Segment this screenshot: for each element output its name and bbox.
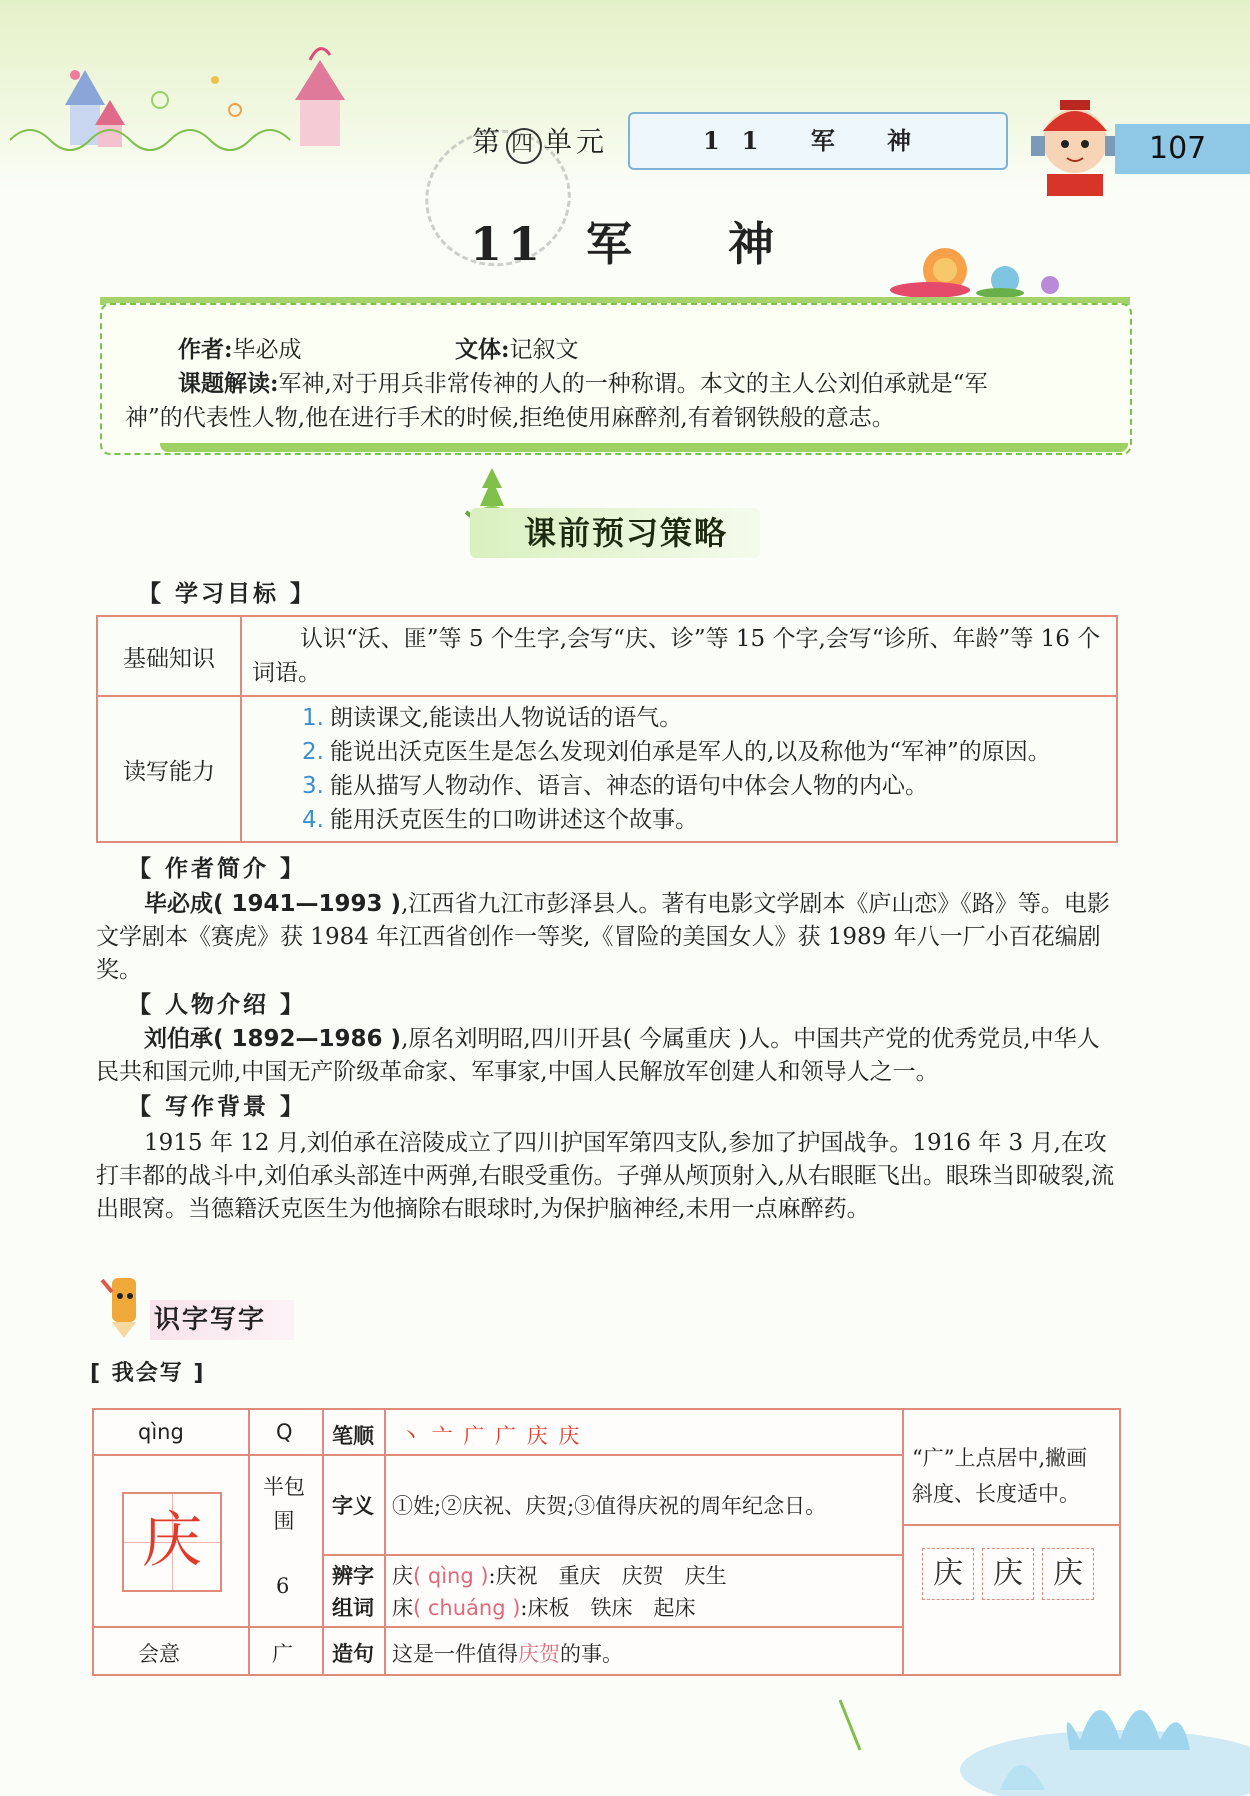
character-bio: ,原名刘明昭,四川开县( 今属重庆 )人。中国共产党的优秀党员,中华人民共和国元帅,中国无产阶级革命家、军事家,中国人民解放军创建人和领导人之一。: [96, 1026, 1100, 1085]
divider: [248, 1410, 250, 1674]
interpretation-text-1: 军神,对于用兵非常传神的人的一种称谓。本文的主人公刘伯承就是“军: [278, 371, 988, 397]
compose-label: 组词: [332, 1596, 374, 1620]
literacy-heading: 识字写字: [150, 1300, 294, 1340]
interpretation-label: 课题解读:: [178, 370, 279, 397]
sentence-highlight: 庆贺: [518, 1642, 560, 1666]
bio-text: ,江西省九江市彭泽县人。著有电影文学剧本《庐山恋》《路》等。电影文学剧本《赛虎》获 1984 年江西省创作一等奖,《冒险的美国女人》获 1989 年八一厂小百花编剧奖。: [96, 891, 1110, 983]
unit-label: [472, 120, 608, 164]
stroke-order-label: 笔顺: [332, 1424, 374, 1448]
goals-heading: 【 学习目标 】: [138, 581, 317, 607]
goals-content: 认识“沃、匪”等 5 个生字,会写“庆、诊”等 15 个字,会写“诊所、年龄”等 16 个词语。: [241, 616, 1117, 696]
interpretation-line-1: [178, 367, 988, 401]
writing-tip: “广”上点居中,撇画斜度、长度适中。: [912, 1446, 1088, 1506]
goal-text: 能从描写人物动作、语言、神态的语句中体会人物的内心。: [329, 773, 928, 799]
soldier-avatar-icon: [1025, 86, 1125, 196]
radical: 广: [272, 1642, 293, 1666]
distinguish-pinyin: ( chuáng ): [413, 1596, 521, 1620]
structure: 半包围: [263, 1475, 305, 1533]
practice-char: 庆: [922, 1548, 974, 1600]
distinguish-pinyin: ( qìng ): [413, 1564, 489, 1588]
goal-number: 2.: [302, 739, 324, 765]
goal-number: 4.: [302, 807, 324, 833]
bio-name: 毕必成: [144, 890, 213, 917]
practice-char: 庆: [1042, 1548, 1094, 1600]
running-title: 11 军 神: [628, 112, 1008, 170]
distinguish-line-1: [392, 1560, 727, 1590]
meaning-label: 字义: [332, 1494, 374, 1518]
goal-item: [302, 701, 1106, 735]
houses-decoration: [10, 40, 380, 190]
author-name: 毕必成: [232, 337, 302, 363]
initial-letter: Q: [276, 1420, 293, 1444]
goal-item: [302, 769, 1106, 803]
genre-line: [455, 333, 579, 367]
goal-text: 能用沃克医生的口吻讲述这个故事。: [329, 807, 698, 833]
formation: 会意: [138, 1642, 180, 1666]
goal-item: [302, 735, 1106, 769]
lesson-number: 11: [470, 217, 547, 271]
goals-row-reading: [97, 696, 1117, 842]
genre-value: 记叙文: [509, 337, 579, 363]
distinguish-words: :庆祝 重庆 庆贺 庆生: [488, 1564, 727, 1588]
author-bio-text: [96, 887, 1118, 987]
goals-list: [241, 696, 1117, 842]
lesson-title-char-2: 神: [728, 217, 781, 271]
distinguish-label: 辨字: [332, 1564, 374, 1588]
author-label: 作者:: [178, 336, 233, 363]
goal-item: [302, 803, 1106, 837]
lotus-decoration: [700, 1620, 1250, 1796]
divider: [902, 1524, 1119, 1526]
divider: [322, 1554, 902, 1556]
interpretation-line-2: 神”的代表性人物,他在进行手术的时候,拒绝使用麻醉剂,有着钢铁般的意志。: [125, 405, 895, 431]
distinguish-line-2: [392, 1592, 696, 1622]
goals-label: 读写能力: [97, 696, 241, 842]
goals-row-basic: [97, 616, 1117, 696]
write-label: [ 我会写 ]: [90, 1361, 206, 1386]
unit-prefix: 第: [472, 125, 505, 158]
sentence-label: 造句: [332, 1642, 374, 1666]
page-number: 107: [1115, 124, 1250, 174]
stroke-count: 6: [276, 1574, 290, 1598]
background-text: 1915 年 12 月,刘伯承在涪陵成立了四川护国军第四支队,参加了护国战争。1916 年 3 月,在攻打丰都的战斗中,刘伯承头部连中两弹,右眼受重伤。子弹从颅顶射入,从右眼眶飞出。眼珠当即破裂,流出眼窝。当德籍沃克医生为他摘除右眼球时,为保护脑神经,未用一点麻醉药。: [96, 1130, 1115, 1222]
character-text: [96, 1022, 1118, 1089]
bio-years: ( 1941—1993 ): [213, 891, 402, 917]
goals-label: 基础知识: [97, 616, 241, 696]
goal-text: 朗读课文,能读出人物说话的语气。: [329, 705, 683, 731]
unit-number: 四: [506, 128, 542, 164]
character-name: 刘伯承: [144, 1025, 213, 1052]
divider: [94, 1454, 902, 1456]
example-sentence: [392, 1638, 623, 1668]
preview-heading: 课前预习策略: [470, 508, 760, 558]
lesson-title: [470, 208, 780, 274]
stroke-order: 丶 亠 广 广 庆 庆: [400, 1424, 582, 1448]
author-bio-heading: 【 作者简介 】: [128, 856, 307, 882]
sentence-end: 的事。: [560, 1642, 623, 1666]
distinguish-char: 床: [392, 1596, 413, 1620]
goal-text: 能说出沃克医生是怎么发现刘伯承是军人的,以及称他为“军神”的原因。: [329, 739, 1051, 765]
character-years: ( 1892—1986 ): [213, 1026, 402, 1052]
divider: [384, 1410, 386, 1674]
character-heading: 【 人物介绍 】: [128, 992, 307, 1018]
intro-bottom-bar: [160, 443, 1128, 452]
unit-suffix: 单元: [544, 125, 609, 158]
author-line: [178, 333, 302, 367]
snails-decoration: [875, 225, 1075, 305]
goals-table: [96, 615, 1118, 843]
distinguish-words: :床板 铁床 起床: [520, 1596, 696, 1620]
sentence-start: 这是一件值得: [392, 1642, 518, 1666]
lesson-title-char-1: 军: [586, 217, 639, 271]
divider: [322, 1410, 324, 1674]
pinyin: qìng: [138, 1420, 184, 1444]
background-heading: 【 写作背景 】: [128, 1094, 307, 1120]
distinguish-char: 庆: [392, 1564, 413, 1588]
main-character: 庆: [122, 1492, 222, 1592]
genre-label: 文体:: [455, 336, 510, 363]
practice-char: 庆: [982, 1548, 1034, 1600]
goal-number: 3.: [302, 773, 324, 799]
pencil-mascot-icon: [98, 1268, 150, 1338]
goal-number: 1.: [302, 705, 324, 731]
meaning: ①姓;②庆祝、庆贺;③值得庆祝的周年纪念日。: [392, 1494, 827, 1518]
